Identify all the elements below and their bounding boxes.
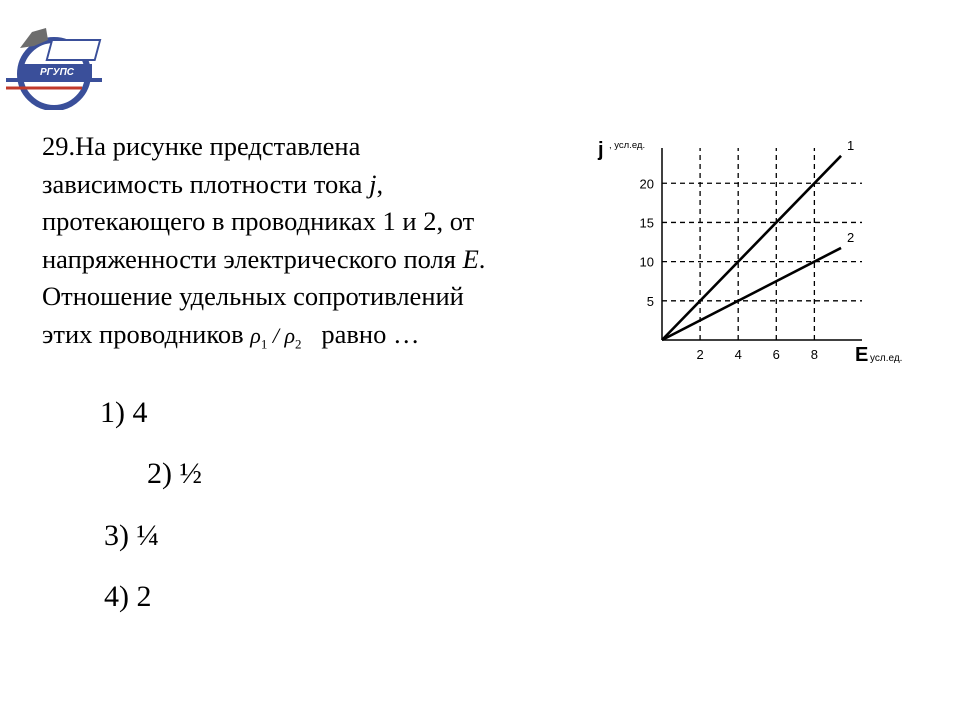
y-tick-label-1: 10 <box>639 254 654 270</box>
chart-grid <box>662 148 862 340</box>
x-axis-unit: усл.ед. <box>870 353 903 364</box>
chart-axes <box>597 139 902 366</box>
y-tick-label-3: 20 <box>639 176 654 192</box>
gear-icon <box>20 28 48 48</box>
answer-option-2[interactable]: 2) ½ <box>147 457 202 490</box>
x-tick-label-0: 2 <box>696 347 704 362</box>
question-line-2: зависимость плотности тока j, <box>42 168 384 199</box>
question-line-5: Отношение удельных сопротивлений <box>42 281 464 311</box>
x-axis-label: E <box>855 344 869 366</box>
university-logo <box>2 18 112 110</box>
question-line-1: 29.На рисунке представлена <box>42 131 361 161</box>
x-tick-label-2: 6 <box>772 347 780 362</box>
question-line-6: этих проводников $\rho_1 / \rho_2$ равно … <box>42 318 420 351</box>
book-icon <box>47 40 100 60</box>
y-tick-label-0: 5 <box>646 293 654 309</box>
y-axis-label: j <box>598 139 604 161</box>
chart <box>590 130 930 380</box>
answer-option-1[interactable]: 1) 4 <box>100 396 148 429</box>
question-line-4: напряженности электрического поля E. <box>42 243 486 274</box>
series-label-1: 1 <box>847 137 855 153</box>
y-tick-label-2: 15 <box>639 215 654 231</box>
var-e: E <box>462 243 479 274</box>
x-tick-label-3: 8 <box>810 347 818 362</box>
answer-option-3[interactable]: 3) ¼ <box>104 519 159 552</box>
var-j: j <box>369 168 377 199</box>
chart-series <box>662 138 854 340</box>
y-axis-unit: , усл.ед. <box>609 140 646 151</box>
x-tick-label-1: 4 <box>734 347 742 362</box>
logo-text: РГУПС <box>40 67 74 78</box>
series-label-2: 2 <box>847 229 855 245</box>
rho-ratio: $\rho_1 / \rho_2$ <box>250 322 302 351</box>
question-text <box>42 128 602 362</box>
answer-option-4[interactable]: 4) 2 <box>104 580 152 613</box>
question-line-3: протекающего в проводниках 1 и 2, от <box>42 206 475 236</box>
